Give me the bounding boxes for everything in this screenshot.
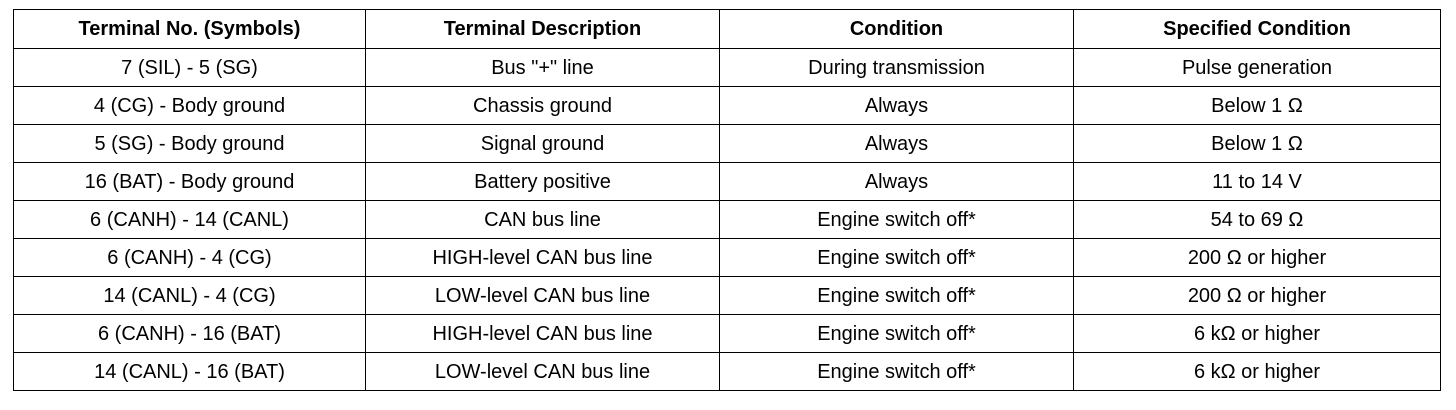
cell-specified-condition: 6 kΩ or higher	[1074, 315, 1441, 353]
table-row	[14, 239, 1441, 277]
table-row	[14, 49, 1441, 87]
table-row	[14, 87, 1441, 125]
cell-terminal-no: 16 (BAT) - Body ground	[14, 163, 366, 201]
cell-terminal-description: Chassis ground	[366, 87, 720, 125]
table-row	[14, 277, 1441, 315]
cell-terminal-no: 6 (CANH) - 4 (CG)	[14, 239, 366, 277]
cell-specified-condition: Pulse generation	[1074, 49, 1441, 87]
cell-specified-condition: 54 to 69 Ω	[1074, 201, 1441, 239]
header-terminal-description: Terminal Description	[366, 10, 720, 49]
cell-specified-condition: 11 to 14 V	[1074, 163, 1441, 201]
table-row	[14, 125, 1441, 163]
cell-terminal-description: LOW-level CAN bus line	[366, 277, 720, 315]
cell-terminal-no: 14 (CANL) - 16 (BAT)	[14, 353, 366, 391]
cell-terminal-description: Bus "+" line	[366, 49, 720, 87]
table-row	[14, 163, 1441, 201]
cell-specified-condition: 200 Ω or higher	[1074, 277, 1441, 315]
cell-specified-condition: 6 kΩ or higher	[1074, 353, 1441, 391]
cell-terminal-no: 14 (CANL) - 4 (CG)	[14, 277, 366, 315]
header-condition: Condition	[720, 10, 1074, 49]
table-row	[14, 353, 1441, 391]
cell-condition: Engine switch off*	[720, 239, 1074, 277]
header-specified-condition: Specified Condition	[1074, 10, 1441, 49]
cell-condition: Engine switch off*	[720, 353, 1074, 391]
cell-specified-condition: Below 1 Ω	[1074, 87, 1441, 125]
cell-terminal-description: CAN bus line	[366, 201, 720, 239]
cell-terminal-no: 4 (CG) - Body ground	[14, 87, 366, 125]
cell-condition: Always	[720, 125, 1074, 163]
cell-condition: Engine switch off*	[720, 315, 1074, 353]
cell-terminal-no: 5 (SG) - Body ground	[14, 125, 366, 163]
table-row	[14, 201, 1441, 239]
cell-condition: During transmission	[720, 49, 1074, 87]
cell-terminal-no: 6 (CANH) - 16 (BAT)	[14, 315, 366, 353]
cell-condition: Engine switch off*	[720, 277, 1074, 315]
cell-terminal-description: Battery positive	[366, 163, 720, 201]
cell-terminal-description: LOW-level CAN bus line	[366, 353, 720, 391]
cell-specified-condition: 200 Ω or higher	[1074, 239, 1441, 277]
cell-condition: Always	[720, 163, 1074, 201]
table-row	[14, 315, 1441, 353]
table-header-row	[14, 10, 1441, 49]
cell-condition: Always	[720, 87, 1074, 125]
cell-condition: Engine switch off*	[720, 201, 1074, 239]
cell-terminal-description: Signal ground	[366, 125, 720, 163]
cell-terminal-no: 6 (CANH) - 14 (CANL)	[14, 201, 366, 239]
header-terminal-no: Terminal No. (Symbols)	[14, 10, 366, 49]
cell-terminal-description: HIGH-level CAN bus line	[366, 315, 720, 353]
cell-terminal-description: HIGH-level CAN bus line	[366, 239, 720, 277]
terminal-specification-table	[13, 9, 1441, 391]
cell-terminal-no: 7 (SIL) - 5 (SG)	[14, 49, 366, 87]
cell-specified-condition: Below 1 Ω	[1074, 125, 1441, 163]
